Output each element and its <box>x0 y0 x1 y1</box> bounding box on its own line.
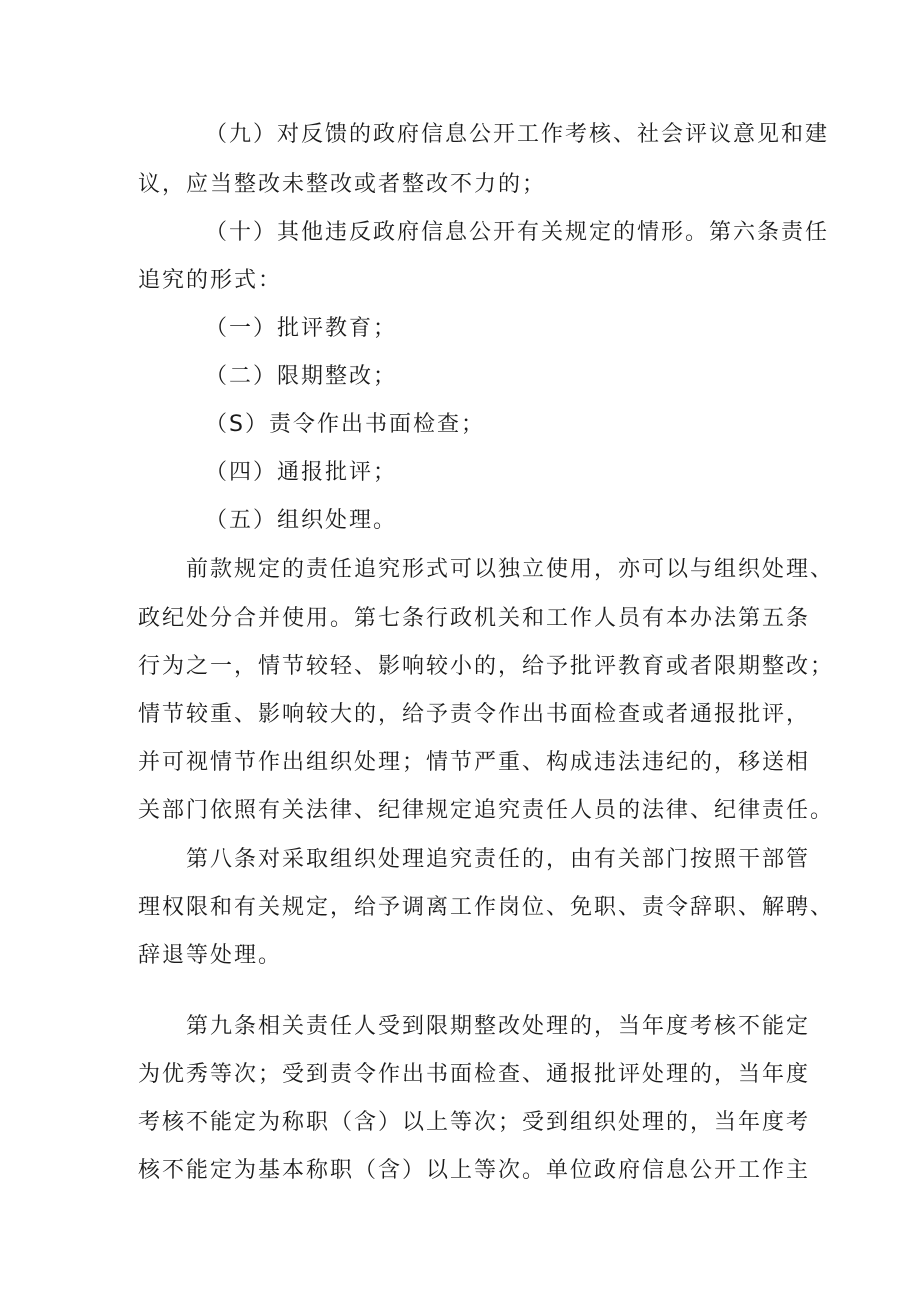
text-line: 第八条对采取组织处理追究责任的，由有关部门按照干部管 <box>186 847 811 872</box>
list-item: （四）通报批评； <box>205 460 398 485</box>
text-line: （九）对反馈的政府信息公开工作考核、社会评议意见和建 <box>205 122 830 147</box>
text-line: 辞退等处理。 <box>138 943 283 968</box>
text-line: 核不能定为基本称职（含）以上等次。单位政府信息公开工作主 <box>138 1158 811 1183</box>
text-line: 为优秀等次；受到责令作出书面检查、通报批评处理的，当年度 <box>138 1062 811 1087</box>
list-item: （五）组织处理。 <box>205 508 398 533</box>
text-line: 政纪处分合并使用。第七条行政机关和工作人员有本办法第五条 <box>138 606 811 631</box>
text-line: 追究的形式： <box>138 268 283 293</box>
text-line: 理权限和有关规定，给予调离工作岗位、免职、责令辞职、解聘、 <box>138 895 835 920</box>
list-item: （一）批评教育； <box>205 316 398 341</box>
text-line: （十）其他违反政府信息公开有关规定的情形。第六条责任 <box>205 220 830 245</box>
text-line: 考核不能定为称职（含）以上等次；受到组织处理的，当年度考 <box>138 1110 811 1135</box>
text-line: 并可视情节作出组织处理；情节严重、构成违法违纪的，移送相 <box>138 750 811 775</box>
text-line: 前款规定的责任追究形式可以独立使用，亦可以与组织处理、 <box>186 557 835 582</box>
text-line: 情节较重、影响较大的，给予责令作出书面检查或者通报批评， <box>138 702 811 727</box>
text-line: 行为之一，情节较轻、影响较小的，给予批评教育或者限期整改； <box>138 654 835 679</box>
list-item: （二）限期整改； <box>205 364 398 389</box>
list-item: （S）责令作出书面检查； <box>205 412 485 437</box>
text-line: 第九条相关责任人受到限期整改处理的，当年度考核不能定 <box>186 1014 811 1039</box>
text-line: 议，应当整改未整改或者整改不力的； <box>138 172 547 197</box>
text-line: 关部门依照有关法律、纪律规定追究责任人员的法律、纪律责任。 <box>138 798 835 823</box>
